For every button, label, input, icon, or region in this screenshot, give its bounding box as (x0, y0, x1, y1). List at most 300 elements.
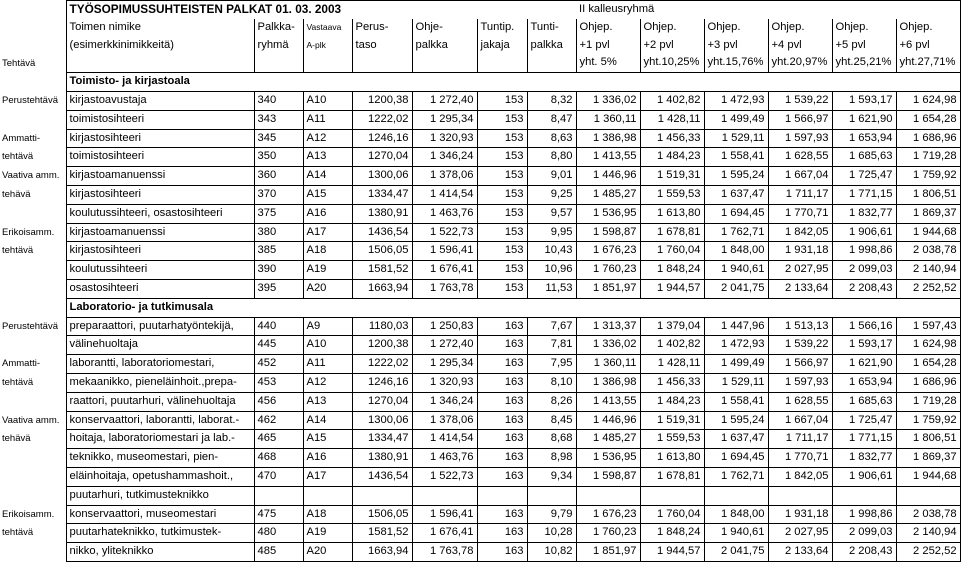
value-cell: 1 539,22 (768, 336, 832, 355)
value-cell: A17 (303, 467, 352, 486)
value-cell: 1300,06 (352, 411, 412, 430)
value-cell: 1 272,40 (412, 336, 477, 355)
task-level-label: Perustehtävä (2, 94, 58, 106)
value-cell: 8,63 (527, 129, 576, 148)
value-cell: 8,47 (527, 110, 576, 129)
value-cell: 9,95 (527, 223, 576, 242)
value-cell: 9,01 (527, 167, 576, 186)
value-cell: 1 499,49 (704, 110, 768, 129)
value-cell: 1 472,93 (704, 91, 768, 110)
value-cell: 1 944,68 (896, 223, 960, 242)
table-row (0, 449, 960, 468)
value-cell: 1 676,23 (576, 242, 640, 261)
value-cell: 1436,54 (352, 223, 412, 242)
value-cell: 1 346,24 (412, 392, 477, 411)
value-cell: 1 597,93 (768, 373, 832, 392)
value-cell: 1 522,73 (412, 223, 477, 242)
value-cell: A15 (303, 430, 352, 449)
section-row (0, 73, 960, 92)
value-cell: 153 (477, 167, 527, 186)
task-level-label: Perustehtävä (2, 320, 58, 332)
value-cell: 343 (254, 110, 303, 129)
value-cell (254, 486, 303, 505)
value-cell: 1 759,92 (896, 167, 960, 186)
value-cell: 153 (477, 148, 527, 167)
value-cell: 153 (477, 129, 527, 148)
value-cell: 163 (477, 505, 527, 524)
value-cell: A15 (303, 185, 352, 204)
value-cell: 1334,47 (352, 430, 412, 449)
value-cell: 1 685,63 (832, 392, 896, 411)
value-cell: 1 320,93 (412, 373, 477, 392)
value-cell (832, 486, 896, 505)
job-title-cell: kirjastoamanuenssi (66, 167, 254, 186)
value-cell: 1380,91 (352, 449, 412, 468)
value-cell: 8,68 (527, 430, 576, 449)
value-cell: 153 (477, 110, 527, 129)
value-cell: 1 558,41 (704, 392, 768, 411)
value-cell: 452 (254, 355, 303, 374)
value-cell: 360 (254, 167, 303, 186)
value-cell: 1270,04 (352, 392, 412, 411)
value-cell: 1 694,45 (704, 449, 768, 468)
column-header: Palkka- (254, 19, 303, 37)
value-cell: 1 848,24 (640, 261, 704, 280)
value-cell: 453 (254, 373, 303, 392)
value-cell: 1506,05 (352, 505, 412, 524)
value-cell: 1 536,95 (576, 204, 640, 223)
value-cell: 1 944,57 (640, 279, 704, 298)
value-cell: 1 869,37 (896, 449, 960, 468)
value-cell: 1 667,04 (768, 411, 832, 430)
value-cell: 1 762,71 (704, 223, 768, 242)
value-cell: 1436,54 (352, 467, 412, 486)
value-cell: 1 386,98 (576, 373, 640, 392)
column-header: ryhmä (254, 37, 303, 55)
value-cell: 1 940,61 (704, 524, 768, 543)
value-cell: 1 513,13 (768, 317, 832, 336)
job-title-cell: konservaattori, museomestari (66, 505, 254, 524)
task-level-label: tehävä (2, 433, 31, 445)
job-title-cell: teknikko, museomestari, pien- (66, 449, 254, 468)
value-cell: 1 598,87 (576, 467, 640, 486)
value-cell: 1 760,23 (576, 524, 640, 543)
value-cell: 1 413,55 (576, 392, 640, 411)
value-cell: 375 (254, 204, 303, 223)
task-level-label: Erikoisamm. (2, 508, 55, 520)
task-level-label (0, 261, 66, 280)
value-cell: 1 566,16 (832, 317, 896, 336)
job-title-cell: osastosihteeri (66, 279, 254, 298)
value-cell: 1 386,98 (576, 129, 640, 148)
job-title-cell: kirjastoavustaja (66, 91, 254, 110)
value-cell: 153 (477, 279, 527, 298)
value-cell: A12 (303, 373, 352, 392)
value-cell: 1 559,53 (640, 185, 704, 204)
value-cell: 153 (477, 91, 527, 110)
column-header: Ohjep. (704, 19, 768, 37)
value-cell: 1 378,06 (412, 411, 477, 430)
value-cell: 9,79 (527, 505, 576, 524)
table-row (0, 524, 960, 543)
value-cell: 1581,52 (352, 261, 412, 280)
value-cell: 1 463,76 (412, 204, 477, 223)
value-cell: 1 944,68 (896, 467, 960, 486)
value-cell: 1 529,11 (704, 373, 768, 392)
value-cell: 370 (254, 185, 303, 204)
value-cell: 8,32 (527, 91, 576, 110)
value-cell: 1 848,00 (704, 242, 768, 261)
value-cell: 2 099,03 (832, 524, 896, 543)
job-title-cell: koulutussihteeri, osastosihteeri (66, 204, 254, 223)
job-title-cell: toimistosihteeri (66, 148, 254, 167)
task-level-label (0, 467, 66, 486)
value-cell: A17 (303, 223, 352, 242)
table-row (0, 392, 960, 411)
value-cell: 1 763,78 (412, 279, 477, 298)
column-header: Ohjep. (576, 19, 640, 37)
value-cell: 1 628,55 (768, 148, 832, 167)
value-cell: 1 499,49 (704, 355, 768, 374)
value-cell: 1 771,15 (832, 185, 896, 204)
value-cell: 1 446,96 (576, 167, 640, 186)
value-cell (303, 486, 352, 505)
task-level-label: tehtävä (2, 245, 34, 257)
table-row (0, 185, 960, 204)
header-row-3 (0, 54, 960, 72)
table-row (0, 148, 960, 167)
job-title-cell: kirjastosihteeri (66, 242, 254, 261)
table-row (0, 467, 960, 486)
value-cell: 8,80 (527, 148, 576, 167)
value-cell: 1 519,31 (640, 411, 704, 430)
table-row (0, 223, 960, 242)
job-title-cell: toimistosihteeri (66, 110, 254, 129)
column-header: +6 pvl (896, 37, 960, 55)
task-level-label (0, 279, 66, 298)
table-row (0, 430, 960, 449)
job-title-cell: puutarhateknikko, tutkimustek- (66, 524, 254, 543)
value-cell: A14 (303, 411, 352, 430)
value-cell: 1 558,41 (704, 148, 768, 167)
value-cell: 10,96 (527, 261, 576, 280)
value-cell: 163 (477, 524, 527, 543)
value-cell: 1 519,31 (640, 167, 704, 186)
value-cell: A13 (303, 148, 352, 167)
value-cell: A19 (303, 261, 352, 280)
value-cell: 1 336,02 (576, 91, 640, 110)
value-cell: 380 (254, 223, 303, 242)
task-level-label: Vaativa amm. (2, 414, 60, 426)
value-cell: 1 676,41 (412, 261, 477, 280)
value-cell: 462 (254, 411, 303, 430)
job-title-cell: eläinhoitaja, opetushammashoit., (66, 467, 254, 486)
job-title-cell: konservaattori, laborantti, laborat.- (66, 411, 254, 430)
value-cell: A12 (303, 129, 352, 148)
value-cell (768, 486, 832, 505)
value-cell: 163 (477, 411, 527, 430)
value-cell: 1 402,82 (640, 336, 704, 355)
value-cell: 1 624,98 (896, 91, 960, 110)
value-cell: 1663,94 (352, 279, 412, 298)
value-cell: 1 414,54 (412, 185, 477, 204)
value-cell: 1 654,28 (896, 355, 960, 374)
value-cell: 1 711,17 (768, 430, 832, 449)
value-cell: 1380,91 (352, 204, 412, 223)
task-level-label: tehtävä (2, 151, 34, 163)
value-cell: 1 906,61 (832, 467, 896, 486)
value-cell: 1 485,27 (576, 185, 640, 204)
value-cell: 1 667,04 (768, 167, 832, 186)
value-cell: 2 027,95 (768, 524, 832, 543)
document-title: TYÖSOPIMUSSUHTEISTEN PALKAT 01. 03. 2003 (66, 1, 477, 19)
header-row-2 (0, 37, 960, 55)
value-cell: A14 (303, 167, 352, 186)
column-header: +4 pvl (768, 37, 832, 55)
value-cell: A16 (303, 449, 352, 468)
value-cell (704, 486, 768, 505)
value-cell: 470 (254, 467, 303, 486)
value-cell: 1270,04 (352, 148, 412, 167)
section-row (0, 298, 960, 317)
value-cell: 163 (477, 430, 527, 449)
value-cell: 485 (254, 543, 303, 562)
value-cell: 1 613,80 (640, 449, 704, 468)
value-cell: 1 637,47 (704, 430, 768, 449)
value-cell: 2 208,43 (832, 543, 896, 562)
value-cell: 163 (477, 317, 527, 336)
value-cell: 1 806,51 (896, 185, 960, 204)
value-cell: 1246,16 (352, 373, 412, 392)
value-cell (412, 486, 477, 505)
value-cell: 1 595,24 (704, 411, 768, 430)
task-level-label: tehävä (2, 188, 31, 200)
value-cell: 1 770,71 (768, 449, 832, 468)
tehtava-header: Tehtävä (2, 57, 36, 69)
value-cell: 1 456,33 (640, 373, 704, 392)
value-cell: A11 (303, 355, 352, 374)
value-cell: 1 759,92 (896, 411, 960, 430)
value-cell: 2 027,95 (768, 261, 832, 280)
value-cell: 2 099,03 (832, 261, 896, 280)
value-cell: 1 725,47 (832, 167, 896, 186)
title-row (0, 1, 960, 19)
value-cell: 1 832,77 (832, 449, 896, 468)
column-header: Tuntip. (477, 19, 527, 37)
value-cell: 163 (477, 392, 527, 411)
value-cell: 1180,03 (352, 317, 412, 336)
value-cell: A20 (303, 543, 352, 562)
task-level-label (0, 110, 66, 129)
value-cell (640, 486, 704, 505)
column-header: +3 pvl (704, 37, 768, 55)
section-title: Toimisto- ja kirjastoala (66, 73, 254, 92)
value-cell: 153 (477, 223, 527, 242)
value-cell: 1 906,61 (832, 223, 896, 242)
value-cell: 7,67 (527, 317, 576, 336)
value-cell: 1 522,73 (412, 467, 477, 486)
value-cell: 1 447,96 (704, 317, 768, 336)
value-cell: 8,45 (527, 411, 576, 430)
task-level-label (0, 204, 66, 223)
value-cell: 1663,94 (352, 543, 412, 562)
value-cell: 1300,06 (352, 167, 412, 186)
value-cell: 1 676,41 (412, 524, 477, 543)
job-title-cell: välinehuoltaja (66, 336, 254, 355)
value-cell (352, 486, 412, 505)
value-cell: 2 041,75 (704, 279, 768, 298)
job-title-cell: nikko, yliteknikko (66, 543, 254, 562)
table-row (0, 355, 960, 374)
value-cell: 385 (254, 242, 303, 261)
value-cell: 1 595,24 (704, 167, 768, 186)
table-row (0, 486, 960, 505)
value-cell: 2 041,75 (704, 543, 768, 562)
value-cell: 1246,16 (352, 129, 412, 148)
column-header: palkka (412, 37, 477, 55)
value-cell: 1 402,82 (640, 91, 704, 110)
value-cell: A10 (303, 91, 352, 110)
table-row (0, 242, 960, 261)
value-cell: 153 (477, 185, 527, 204)
value-cell: 1 360,11 (576, 355, 640, 374)
value-cell: 1 628,55 (768, 392, 832, 411)
task-level-label: tehtävä (2, 527, 34, 539)
table-row (0, 110, 960, 129)
value-cell: 1 851,97 (576, 543, 640, 562)
value-cell (896, 486, 960, 505)
value-cell: 345 (254, 129, 303, 148)
task-level-label: Erikoisamm. (2, 226, 55, 238)
value-cell: 2 133,64 (768, 543, 832, 562)
value-cell: 1 719,28 (896, 392, 960, 411)
value-cell: 1 848,00 (704, 505, 768, 524)
value-cell: 1 313,37 (576, 317, 640, 336)
value-cell: 1 621,90 (832, 355, 896, 374)
value-cell: 1 413,55 (576, 148, 640, 167)
value-cell: 1 485,27 (576, 430, 640, 449)
table-row (0, 543, 960, 562)
value-cell: 1 678,81 (640, 223, 704, 242)
value-cell: 8,98 (527, 449, 576, 468)
job-title-cell: puutarhuri, tutkimusteknikko (66, 486, 254, 505)
value-cell: 1 559,53 (640, 430, 704, 449)
value-cell: 1222,02 (352, 355, 412, 374)
value-cell: 1200,38 (352, 91, 412, 110)
value-cell: 1 931,18 (768, 505, 832, 524)
value-cell: A11 (303, 110, 352, 129)
value-cell: 10,82 (527, 543, 576, 562)
value-cell: 1 653,94 (832, 373, 896, 392)
task-level-label: tehtävä (2, 376, 34, 388)
task-level-label: Vaativa amm. (2, 170, 60, 182)
job-title-cell: hoitaja, laboratoriomestari ja lab.- (66, 430, 254, 449)
value-cell: 465 (254, 430, 303, 449)
value-cell: 9,34 (527, 467, 576, 486)
value-cell: 1 446,96 (576, 411, 640, 430)
value-cell: 1 250,83 (412, 317, 477, 336)
value-cell: 1 539,22 (768, 91, 832, 110)
table-row (0, 261, 960, 280)
value-cell: 1 593,17 (832, 91, 896, 110)
value-cell: 2 208,43 (832, 279, 896, 298)
job-title-cell: koulutussihteeri (66, 261, 254, 280)
value-cell: 1 806,51 (896, 430, 960, 449)
task-level-label: Ammatti- (2, 358, 40, 370)
value-cell: A20 (303, 279, 352, 298)
job-title-cell: preparaattori, puutarhatyöntekijä, (66, 317, 254, 336)
value-cell: 1 613,80 (640, 204, 704, 223)
value-cell: 475 (254, 505, 303, 524)
value-cell: A10 (303, 336, 352, 355)
value-cell: 1 686,96 (896, 129, 960, 148)
value-cell: 1 621,90 (832, 110, 896, 129)
value-cell: 1 428,11 (640, 355, 704, 374)
value-cell: A19 (303, 524, 352, 543)
column-header: jakaja (477, 37, 527, 55)
value-cell: 7,81 (527, 336, 576, 355)
value-cell: 8,10 (527, 373, 576, 392)
job-title-cell: kirjastoamanuenssi (66, 223, 254, 242)
value-cell: 1 624,98 (896, 336, 960, 355)
value-cell: 1 842,05 (768, 223, 832, 242)
value-cell: 1 596,41 (412, 242, 477, 261)
value-cell: 445 (254, 336, 303, 355)
job-title-cell: raattori, puutarhuri, välinehuoltaja (66, 392, 254, 411)
value-cell: 1 598,87 (576, 223, 640, 242)
value-cell: 2 140,94 (896, 524, 960, 543)
value-cell: 153 (477, 242, 527, 261)
value-cell: 395 (254, 279, 303, 298)
task-level-label (0, 486, 66, 505)
value-cell: 11,53 (527, 279, 576, 298)
column-header: yht.25,21% (832, 54, 896, 72)
value-cell: 1 771,15 (832, 430, 896, 449)
value-cell: A16 (303, 204, 352, 223)
value-cell: 1 763,78 (412, 543, 477, 562)
table-row (0, 129, 960, 148)
value-cell: A18 (303, 242, 352, 261)
value-cell: 10,28 (527, 524, 576, 543)
value-cell: 1 379,04 (640, 317, 704, 336)
value-cell: 1 654,28 (896, 110, 960, 129)
value-cell: 1 760,23 (576, 261, 640, 280)
value-cell: 163 (477, 336, 527, 355)
value-cell: 1 725,47 (832, 411, 896, 430)
value-cell: 1 653,94 (832, 129, 896, 148)
task-level-label (0, 336, 66, 355)
value-cell: 9,57 (527, 204, 576, 223)
job-title-cell: laborantti, laboratoriomestari, (66, 355, 254, 374)
value-cell: 1 832,77 (832, 204, 896, 223)
value-cell: 1 414,54 (412, 430, 477, 449)
column-header: Ohjep. (640, 19, 704, 37)
value-cell: 1 998,86 (832, 505, 896, 524)
value-cell: 1 676,23 (576, 505, 640, 524)
job-title-cell: mekaanikko, pieneläinhoit.,prepa- (66, 373, 254, 392)
value-cell: A18 (303, 505, 352, 524)
value-cell: 1 760,04 (640, 242, 704, 261)
value-cell: 2 140,94 (896, 261, 960, 280)
value-cell: 1 760,04 (640, 505, 704, 524)
value-cell: 1 998,86 (832, 242, 896, 261)
value-cell: 468 (254, 449, 303, 468)
value-cell: 1200,38 (352, 336, 412, 355)
value-cell: 1 842,05 (768, 467, 832, 486)
value-cell: 1 378,06 (412, 167, 477, 186)
table-row (0, 279, 960, 298)
column-header: +2 pvl (640, 37, 704, 55)
